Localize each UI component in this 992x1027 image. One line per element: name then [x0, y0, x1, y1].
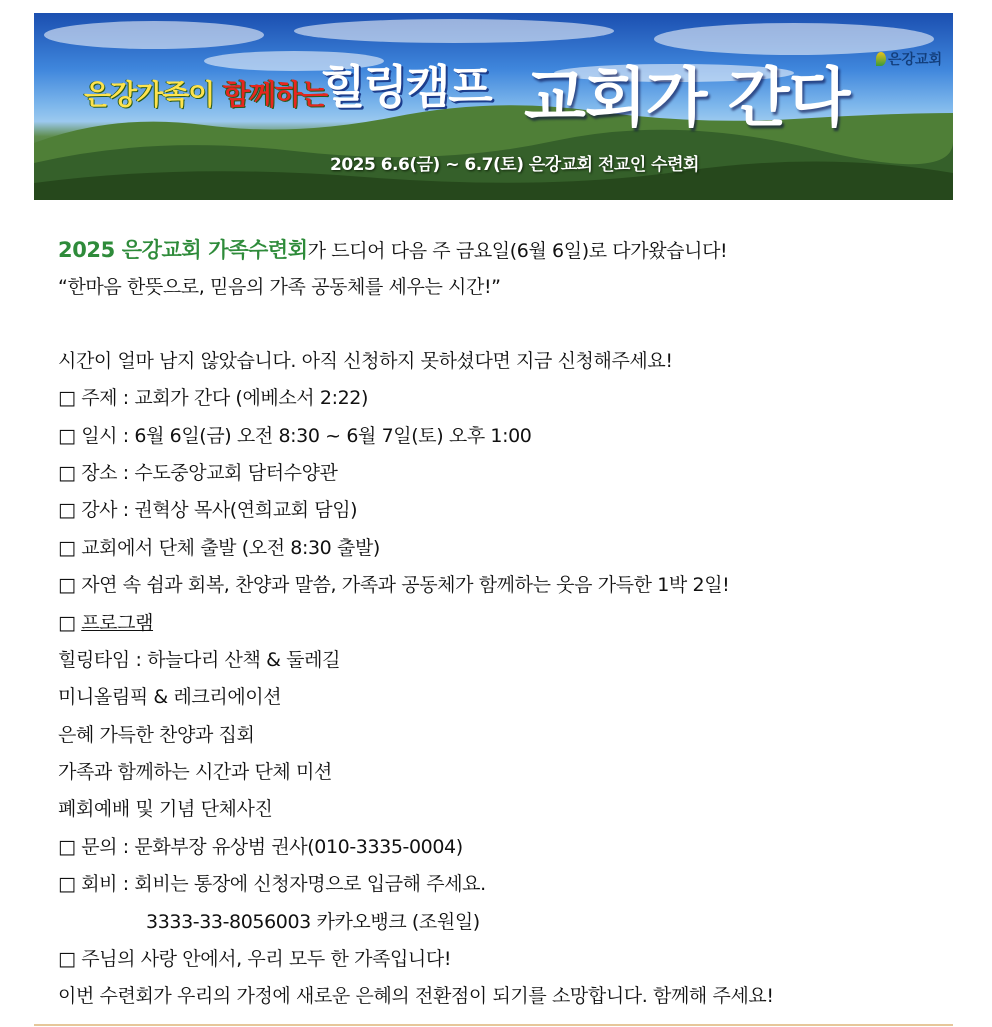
quote-line: “한마음 한뜻으로, 믿음의 가족 공동체를 세우는 시간!”: [58, 276, 501, 299]
program-item: 힐링타임 : 하늘다리 산책 & 둘레길: [58, 648, 341, 671]
header-banner: [34, 13, 953, 200]
fee-line: □ 회비 : 회비는 통장에 신청자명으로 입금해 주세요.: [58, 873, 486, 896]
blank-line: [58, 307, 958, 343]
intro-highlight: 2025 은강교회 가족수련회: [58, 238, 308, 262]
bottom-divider: [34, 1024, 953, 1026]
church-logo: 은강교회: [876, 49, 942, 69]
detail-item: □ 장소 : 수도중앙교회 담터수양관: [58, 461, 338, 484]
program-item: 미니올림픽 & 레크리에이션: [58, 686, 282, 709]
announcement-body: [58, 232, 958, 1016]
banner-healing-camp: 힐링캠프: [321, 60, 491, 114]
detail-item: □ 일시 : 6월 6일(금) 오전 8:30 ~ 6월 7일(토) 오후 1:00: [58, 424, 532, 447]
banner-subtitle-highlight: 함께하는: [223, 78, 328, 111]
banner-date-line: 2025 6.6(금) ~ 6.7(토) 은강교회 전교인 수련회: [330, 155, 699, 175]
notice-line: 시간이 얼마 남지 않았습니다. 아직 신청하지 못하셨다면 지금 신청해주세요!: [58, 349, 673, 372]
church-logo-icon: [876, 52, 886, 66]
detail-item: □ 주제 : 교회가 간다 (에베소서 2:22): [58, 387, 368, 410]
family-line: □ 주님의 사랑 안에서, 우리 모두 한 가족입니다!: [58, 948, 452, 971]
program-heading: □ 프로그램: [58, 611, 154, 634]
contact-line: □ 문의 : 문화부장 유상범 권사(010-3335-0004): [58, 835, 463, 858]
banner-main-title: 교회가 간다: [524, 62, 850, 136]
banner-subtitle: 은강가족이 함께하는: [84, 78, 328, 111]
detail-item: □ 강사 : 권혁상 목사(연희교회 담임): [58, 499, 358, 522]
program-item: 폐회예배 및 기념 단체사진: [58, 798, 273, 821]
intro-line: 2025 은강교회 가족수련회가 드디어 다음 주 금요일(6월 6일)로 다가왔습니다!: [58, 238, 728, 262]
program-item: 은혜 가득한 찬양과 집회: [58, 723, 255, 746]
detail-item: □ 교회에서 단체 출발 (오전 8:30 출발): [58, 536, 380, 559]
detail-item: □ 자연 속 쉼과 회복, 찬양과 말씀, 가족과 공동체가 함께하는 웃음 가득한 1박 2일!: [58, 574, 730, 597]
closing-line: 이번 수련회가 우리의 가정에 새로운 은혜의 전환점이 되기를 소망합니다. 함께해 주세요!: [58, 985, 774, 1008]
bank-account: 3333-33-8056003 카카오뱅크 (조원일): [146, 910, 480, 933]
program-item: 가족과 함께하는 시간과 단체 미션: [58, 761, 332, 784]
